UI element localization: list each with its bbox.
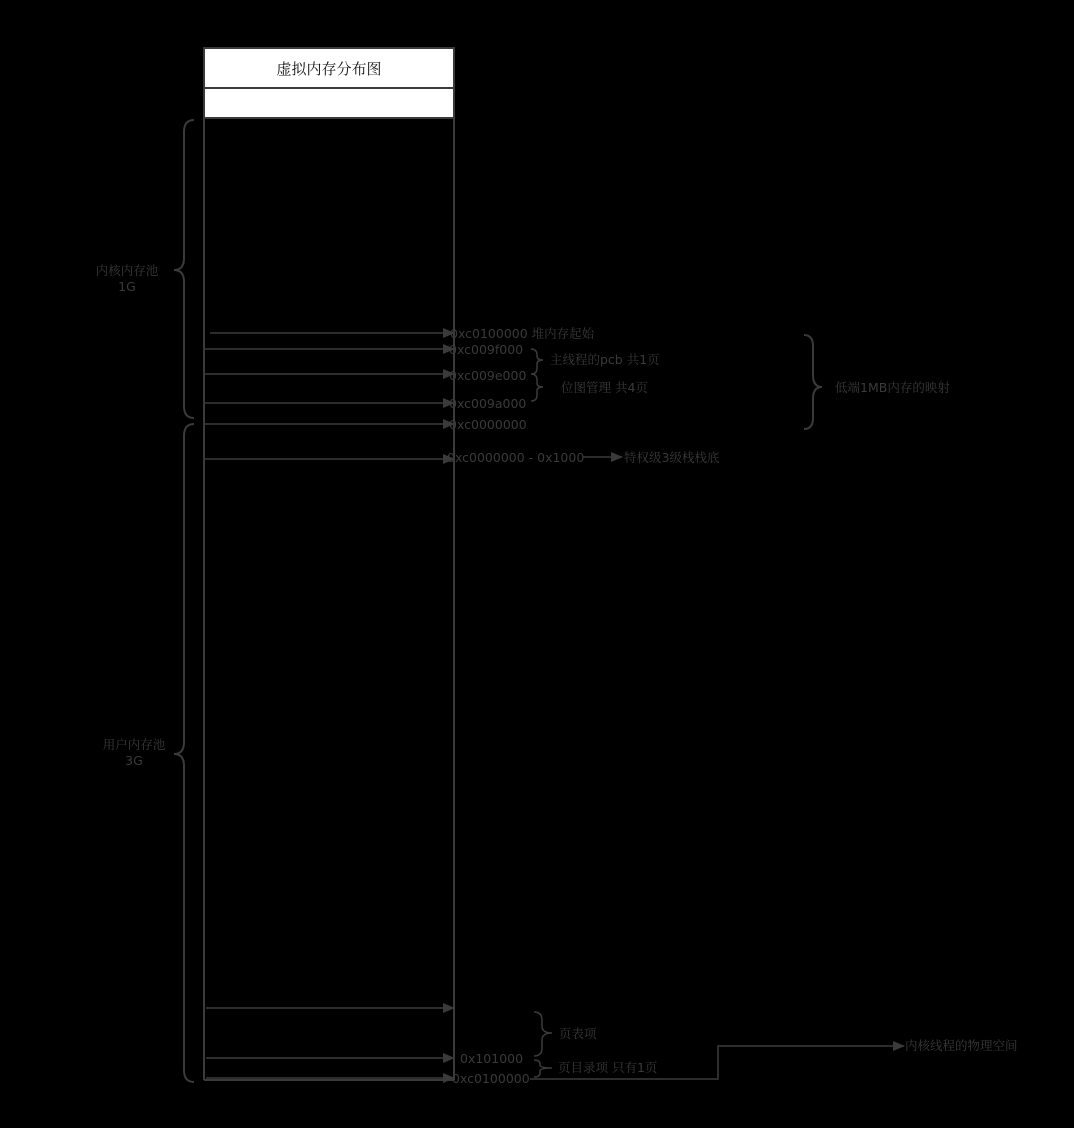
bitmap-brace [531,374,543,401]
memory-column [204,48,454,1080]
low-1mb-note: 低端1MB内存的映射 [835,380,950,395]
kernel-pool-name: 内核内存池 [95,263,159,278]
kernel-pool-size: 1G [118,279,136,294]
user-pool-size: 3G [125,753,143,768]
bitmap-end-address: 0xc009a000 [449,396,527,411]
main-pcb-brace [531,349,543,374]
page-table-start-address: 0x101000 [460,1051,524,1066]
page-dir-brace [534,1060,552,1077]
low-1mb-brace [804,335,822,429]
page-dir-address: 0xc0100000 [452,1071,530,1086]
bitmap-start-address: 0xc009e000 [449,368,527,383]
heap-start-label: 0xc0100000 堆内存起始 [450,326,595,341]
stack-range-address: 0xc0000000 - 0x1000 [447,450,585,465]
page-table-brace [534,1012,552,1056]
user-pool-name: 用户内存池 [102,737,166,752]
main-pcb-address: 0xc009f000 [449,342,524,357]
kernel-base-address: 0xc0000000 [449,417,527,432]
main-pcb-note: 主线程的pcb 共1页 [550,352,660,367]
blank-header-cell [204,88,454,118]
bitmap-note: 位图管理 共4页 [561,380,648,395]
page-table-note: 页表项 [559,1026,597,1041]
page-dir-note: 页目录项 只有1页 [558,1060,658,1075]
user-pool-brace [174,424,194,1082]
kernel-thread-note: 内核线程的物理空间 [905,1038,1018,1053]
kernel-pool-brace [174,120,194,418]
stack-bottom-note: 特权级3级栈栈底 [624,450,720,465]
diagram-title: 虚拟内存分布图 [276,60,382,78]
